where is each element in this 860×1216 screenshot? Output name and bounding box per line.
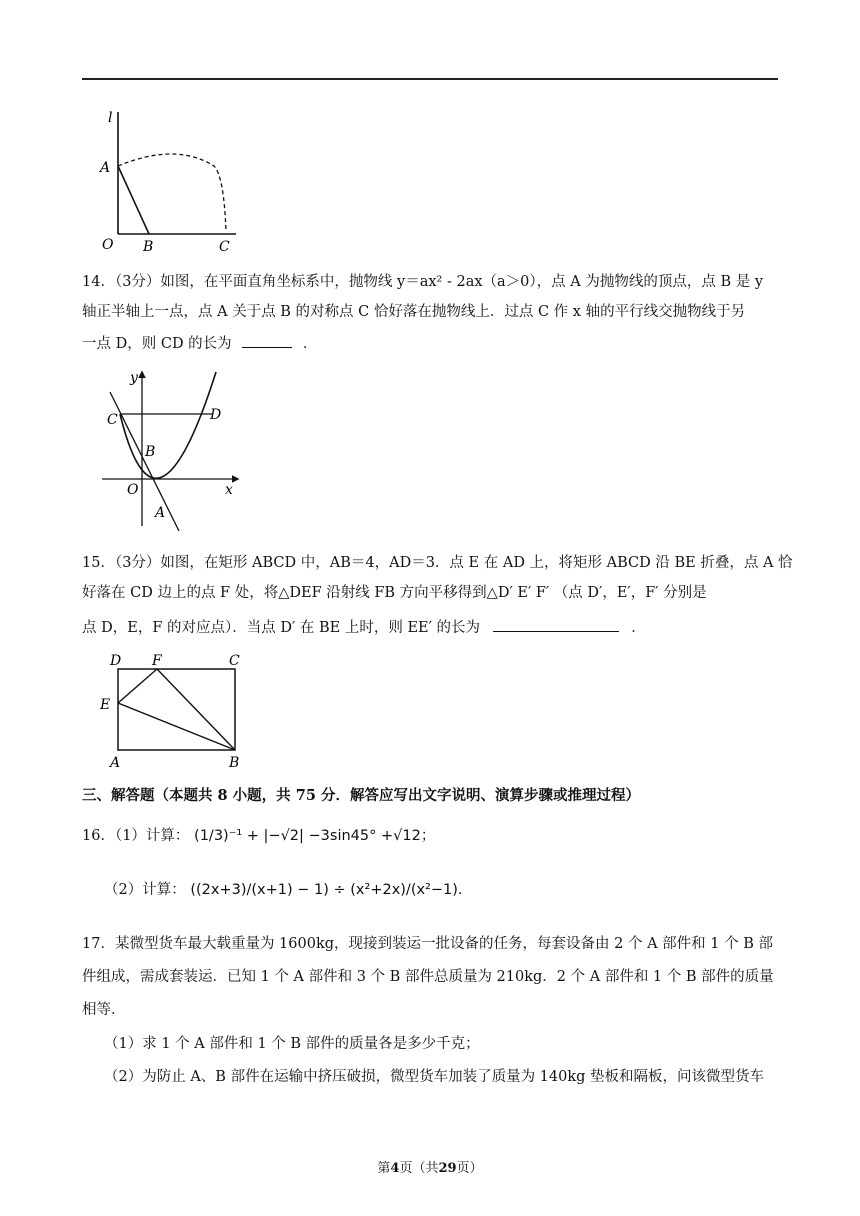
q17-line1: 17．某微型货车最大载重量为 1600kg，现接到装运一批设备的任务，每套设备由 2 个 A 部件和 1 个 B 部 (82, 936, 773, 952)
label-b: B (145, 444, 156, 460)
label-e: E (100, 697, 111, 713)
q15-line3-end: ． (631, 620, 646, 636)
footer-post: 页） (456, 1161, 483, 1176)
footer-pre: 第 (377, 1161, 391, 1176)
q16-part2 (104, 880, 463, 900)
q14-line3-text: 一点 D，则 CD 的长为 (82, 336, 232, 352)
q17-sub2: （2）为防止 A、B 部件在运输中挤压破损，微型货车加装了质量为 140kg 垫板和隔板，问该微型货车 (104, 1069, 765, 1085)
label-y: y (130, 370, 138, 386)
label-c: C (107, 412, 118, 428)
label-c: C (229, 653, 240, 669)
label-b: B (143, 239, 154, 255)
q16-part2-label: （2）计算： (104, 882, 186, 898)
q15-line1: 15．（3分）如图，在矩形 ABCD 中，AB＝4，AD＝3．点 E 在 AD 上，将矩形 ABCD 沿 BE 折叠，点 A 恰 (82, 555, 793, 571)
page-footer (0, 1157, 860, 1176)
q15-line3-text: 点 D，E，F 的对应点）．当点 D′ 在 BE 上时，则 EE′ 的长为 (82, 620, 481, 636)
q16-part1 (82, 826, 435, 846)
q14-line2: 轴正半轴上一点，点 A 关于点 B 的对称点 C 恰好落在抛物线上．过点 C 作 x 轴的平行线交抛物线于另 (82, 304, 746, 320)
label-d: D (210, 407, 222, 423)
label-a: A (110, 755, 121, 771)
label-o: O (127, 482, 139, 498)
q17-line2: 件组成，需成套装运．已知 1 个 A 部件和 3 个 B 部件总质量为 210kg．2 个 A 部件和 1 个 B 部件的质量 (82, 969, 774, 985)
section-3-heading: 三、解答题（本题共 8 小题，共 75 分．解答应写出文字说明、演算步骤或推理过程） (82, 787, 640, 804)
header-rule (82, 78, 778, 80)
label-b: B (229, 755, 240, 771)
figure-q13 (96, 104, 246, 256)
figure-q14 (96, 366, 246, 531)
label-d: D (110, 653, 122, 669)
q16-part2-expr: ((2x+3)/(x+1) − 1) ÷ (x²+2x)/(x²−1). (190, 882, 463, 898)
footer-mid: 页（共 (399, 1161, 439, 1176)
footer-total-pages: 29 (438, 1161, 457, 1176)
q16-part1-label: 16．（1）计算： (82, 828, 190, 844)
label-x: x (225, 482, 233, 498)
label-o: O (102, 237, 114, 253)
q15-answer-blank[interactable] (493, 617, 619, 632)
footer-page-number: 4 (390, 1161, 400, 1176)
q14-line1: 14．（3分）如图，在平面直角坐标系中，抛物线 y＝ax² - 2ax（a＞0），点 A 为抛物线的顶点，点 B 是 y (82, 274, 764, 290)
figure-q15 (98, 650, 248, 772)
q14-answer-blank[interactable] (242, 333, 292, 348)
q16-part1-expr: (1/3)⁻¹ + |−√2| −3sin45° +√12； (194, 828, 436, 844)
label-f: F (152, 653, 162, 669)
q15-line3 (82, 617, 646, 638)
label-l: l (108, 110, 113, 126)
label-c: C (219, 239, 230, 255)
q14-line3 (82, 333, 317, 354)
label-a: A (100, 160, 111, 176)
q17-line3: 相等． (82, 1002, 126, 1018)
q15-line2: 好落在 CD 边上的点 F 处，将△DEF 沿射线 FB 方向平移得到△D′ E′ F′ （点 D′，E′，F′ 分别是 (82, 585, 707, 601)
label-a: A (155, 505, 166, 521)
q14-line3-end: ． (302, 336, 318, 352)
q17-sub1: （1）求 1 个 A 部件和 1 个 B 部件的质量各是多少千克； (104, 1036, 480, 1052)
